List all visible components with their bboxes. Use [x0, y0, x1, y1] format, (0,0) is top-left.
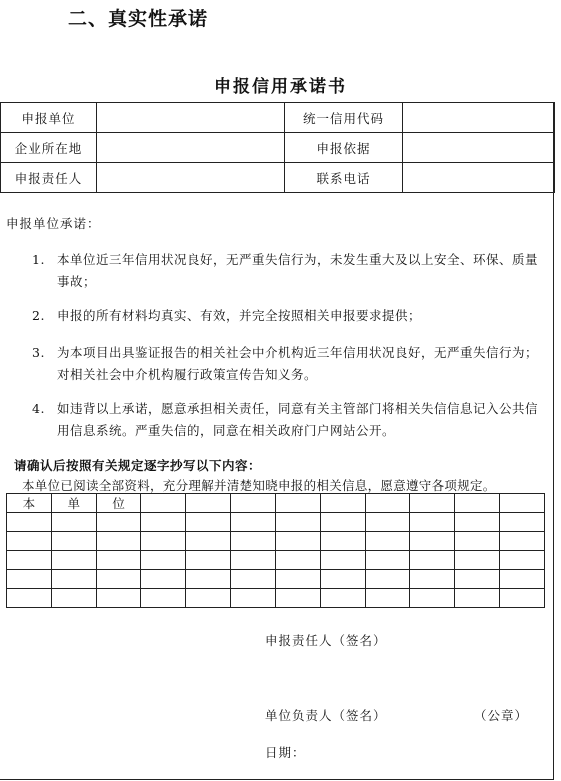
grid-cell[interactable] [365, 551, 410, 570]
grid-cell[interactable] [320, 494, 365, 513]
grid-cell[interactable] [365, 589, 410, 608]
grid-cell[interactable] [141, 494, 186, 513]
grid-cell[interactable] [51, 589, 96, 608]
grid-cell[interactable] [231, 513, 276, 532]
grid-cell[interactable] [365, 513, 410, 532]
pledge-heading: 申报单位承诺： [6, 216, 101, 231]
grid-cell[interactable] [186, 513, 231, 532]
grid-cell[interactable] [141, 532, 186, 551]
grid-cell[interactable] [320, 513, 365, 532]
grid-cell[interactable]: 位 [96, 494, 141, 513]
label-basis: 申报依据 [285, 133, 403, 163]
copy-grid[interactable] [6, 493, 545, 608]
responsible-person-field[interactable] [97, 163, 285, 193]
grid-cell[interactable] [455, 551, 500, 570]
grid-cell[interactable] [186, 494, 231, 513]
item-text: 申报的所有材料均真实、有效，并完全按照相关申报要求提供； [57, 308, 422, 323]
table-row [7, 532, 545, 551]
grid-cell[interactable] [455, 570, 500, 589]
grid-cell[interactable] [410, 551, 455, 570]
list-item [32, 305, 550, 327]
grid-cell[interactable] [500, 570, 545, 589]
item-number: 4. [32, 401, 45, 416]
grid-cell[interactable] [51, 551, 96, 570]
item-number: 1. [32, 252, 45, 267]
grid-cell[interactable] [51, 513, 96, 532]
grid-cell[interactable] [410, 513, 455, 532]
grid-cell[interactable] [410, 494, 455, 513]
grid-cell[interactable] [7, 551, 52, 570]
grid-cell[interactable] [96, 589, 141, 608]
list-item [32, 249, 550, 293]
grid-cell[interactable] [275, 532, 320, 551]
table-row [7, 570, 545, 589]
table-row [7, 551, 545, 570]
table-row [7, 589, 545, 608]
grid-cell[interactable] [231, 551, 276, 570]
grid-cell[interactable] [455, 513, 500, 532]
grid-cell[interactable] [500, 494, 545, 513]
responsible-person-signature: 申报责任人（签名） [265, 633, 387, 648]
grid-cell[interactable]: 本 [7, 494, 52, 513]
grid-cell[interactable] [275, 513, 320, 532]
grid-cell[interactable] [275, 551, 320, 570]
grid-cell[interactable] [7, 532, 52, 551]
info-table [0, 102, 555, 193]
grid-cell[interactable] [320, 551, 365, 570]
grid-cell[interactable] [410, 589, 455, 608]
grid-cell[interactable] [141, 570, 186, 589]
item-text: 为本项目出具鉴证报告的相关社会中介机构近三年信用状况良好，无严重失信行为；对相关社会中介机构履行政策宣传告知义务。 [57, 345, 539, 382]
table-row [7, 513, 545, 532]
label-applicant-unit: 申报单位 [1, 103, 97, 133]
grid-cell[interactable] [51, 570, 96, 589]
grid-cell[interactable] [231, 494, 276, 513]
date-label: 日期： [265, 745, 306, 760]
grid-cell[interactable] [410, 532, 455, 551]
grid-cell[interactable] [7, 589, 52, 608]
grid-cell[interactable] [141, 551, 186, 570]
grid-cell[interactable] [96, 570, 141, 589]
unit-head-signature: 单位负责人（签名） [265, 708, 387, 723]
section-title: 二、真实性承诺 [68, 8, 209, 30]
grid-cell[interactable] [96, 513, 141, 532]
grid-cell[interactable] [96, 551, 141, 570]
grid-cell[interactable] [455, 589, 500, 608]
label-location: 企业所在地 [1, 133, 97, 163]
label-responsible-person: 申报责任人 [1, 163, 97, 193]
grid-cell[interactable] [7, 513, 52, 532]
item-number: 2. [32, 308, 45, 323]
table-row [1, 103, 555, 133]
location-field[interactable] [97, 133, 285, 163]
list-item [32, 398, 550, 442]
item-text: 本单位近三年信用状况良好，无严重失信行为，未发生重大及以上安全、环保、质量事故； [57, 252, 539, 289]
phone-field[interactable] [403, 163, 555, 193]
grid-cell[interactable] [320, 570, 365, 589]
official-seal-label: （公章） [474, 708, 529, 723]
grid-cell[interactable] [410, 570, 455, 589]
grid-cell[interactable] [186, 532, 231, 551]
grid-cell[interactable] [51, 532, 96, 551]
label-phone: 联系电话 [285, 163, 403, 193]
grid-cell[interactable] [500, 551, 545, 570]
grid-cell[interactable] [186, 589, 231, 608]
list-item [32, 342, 550, 386]
grid-cell[interactable] [275, 570, 320, 589]
grid-cell[interactable] [7, 570, 52, 589]
item-text: 如违背以上承诺，愿意承担相关责任，同意有关主管部门将相关失信信息记入公共信用信息系统。严重失信的，同意在相关政府门户网站公开。 [57, 401, 539, 438]
grid-cell[interactable] [500, 513, 545, 532]
grid-cell[interactable] [141, 513, 186, 532]
grid-cell[interactable] [500, 532, 545, 551]
grid-cell[interactable] [455, 532, 500, 551]
grid-cell[interactable] [275, 494, 320, 513]
grid-cell[interactable] [365, 570, 410, 589]
table-row [1, 163, 555, 193]
grid-cell[interactable] [365, 532, 410, 551]
grid-cell[interactable] [320, 532, 365, 551]
copy-instruction: 请确认后按照有关规定逐字抄写以下内容： [14, 458, 262, 473]
grid-cell[interactable] [231, 589, 276, 608]
label-credit-code: 统一信用代码 [285, 103, 403, 133]
grid-cell[interactable] [275, 589, 320, 608]
copy-statement: 本单位已阅读全部资料，充分理解并清楚知晓申报的相关信息，愿意遵守各项规定。 [22, 478, 496, 493]
grid-cell[interactable] [186, 551, 231, 570]
credit-code-field[interactable] [403, 103, 555, 133]
grid-cell[interactable] [231, 570, 276, 589]
grid-cell[interactable] [231, 532, 276, 551]
document-title: 申报信用承诺书 [214, 77, 347, 97]
grid-cell[interactable] [455, 494, 500, 513]
grid-cell[interactable]: 单 [51, 494, 96, 513]
table-row [1, 133, 555, 163]
table-row [7, 494, 545, 513]
grid-cell[interactable] [96, 532, 141, 551]
grid-cell[interactable] [365, 494, 410, 513]
item-number: 3. [32, 345, 45, 360]
grid-cell[interactable] [141, 589, 186, 608]
applicant-unit-field[interactable] [97, 103, 285, 133]
basis-field[interactable] [403, 133, 555, 163]
grid-cell[interactable] [186, 570, 231, 589]
grid-cell[interactable] [320, 589, 365, 608]
grid-cell[interactable] [500, 589, 545, 608]
